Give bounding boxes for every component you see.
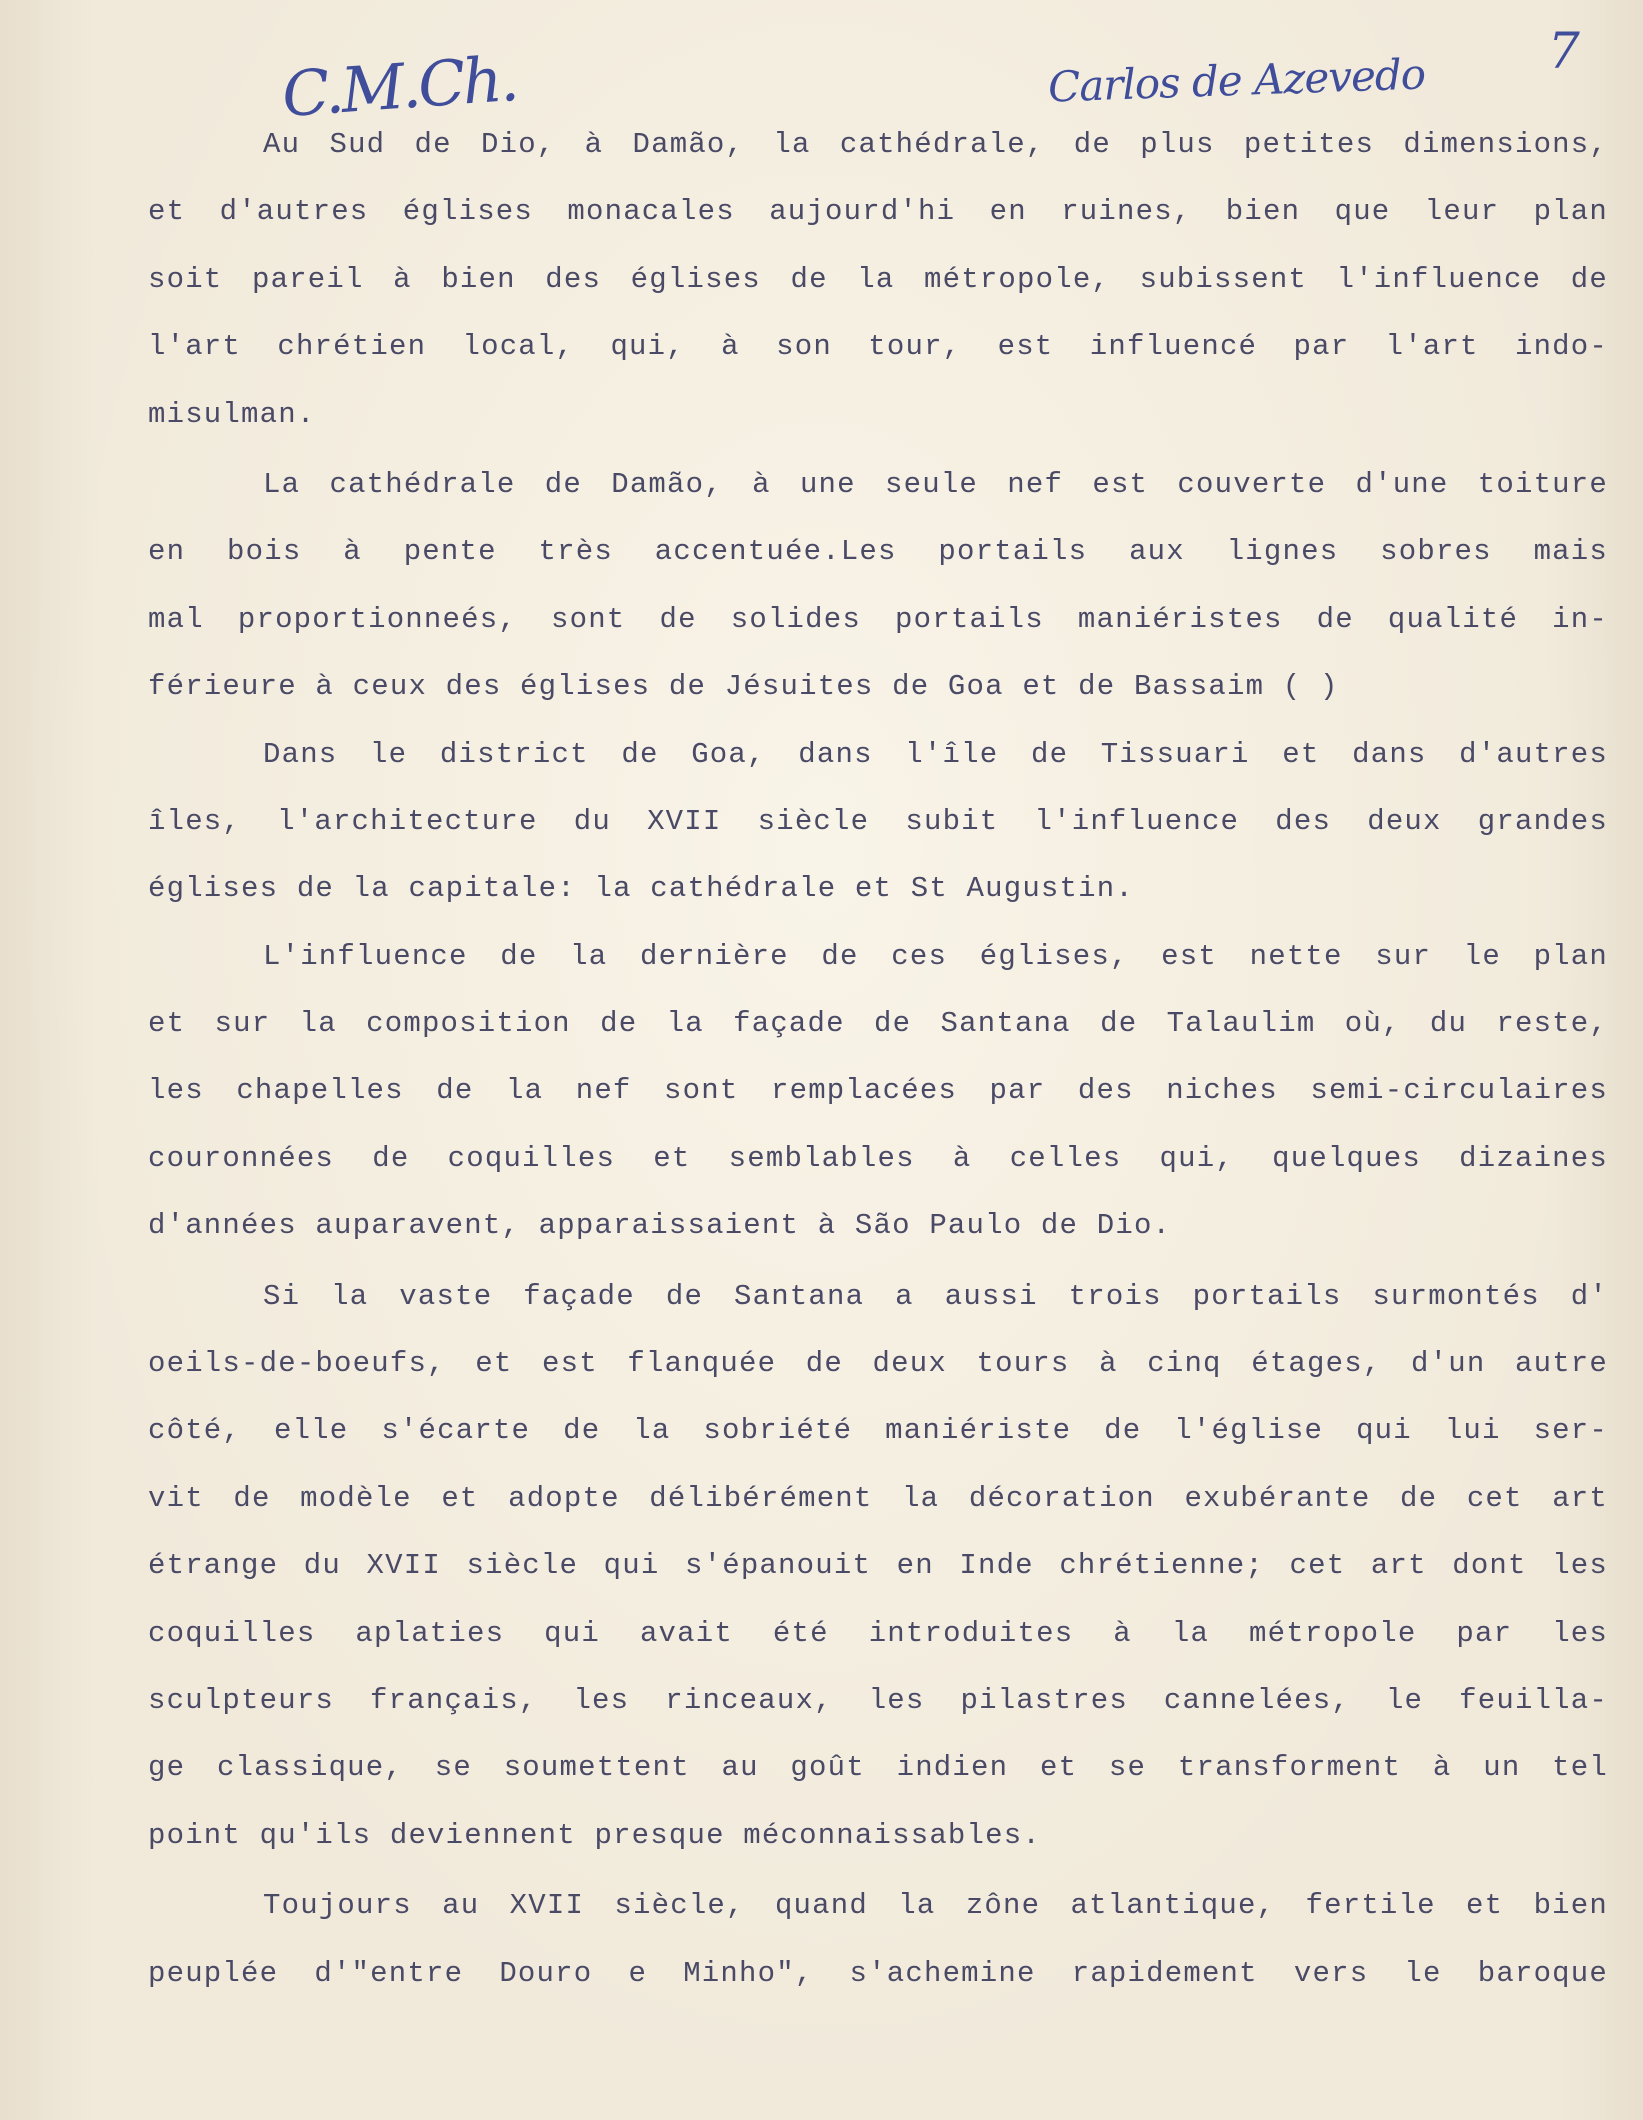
text-line: oeils-de-boeufs, et est flanquée de deux tours à cinq étages, d'un autre [148,1347,1608,1381]
text-line: îles, l'architecture du XVII siècle subit l'influence des deux grandes [148,804,1608,838]
text-line: l'art chrétien local, qui, à son tour, est influencé par l'art indo- [148,330,1608,364]
text-line: misulman. [148,397,316,431]
text-line: coquilles aplaties qui avait été introduites à la métropole par les [148,1616,1608,1650]
text-line: point qu'ils deviennent presque méconnaissables. [148,1818,1041,1852]
handwritten-author-name: Carlos de Azevedo [1047,49,1426,112]
text-line: Toujours au XVII siècle, quand la zône atlantique, fertile et bien [263,1889,1608,1923]
typewritten-body [148,128,1608,2024]
text-line: côté, elle s'écarte de la sobriété maniériste de l'église qui lui ser- [148,1414,1608,1448]
page-number: 7 [1548,22,1580,80]
text-line: et d'autres églises monacales aujourd'hi en ruines, bien que leur plan [148,195,1608,229]
text-line: férieure à ceux des églises de Jésuites de Goa et de Bassaim ( ) [148,670,1339,704]
text-line: vit de modèle et adopte délibérément la décoration exubérante de cet art [148,1481,1608,1515]
text-line: les chapelles de la nef sont remplacées par des niches semi-circulaires [148,1074,1608,1108]
text-line: Si la vaste façade de Santana a aussi trois portails surmontés d' [263,1279,1608,1313]
text-line: et sur la composition de la façade de Santana de Talaulim où, du reste, [148,1007,1608,1041]
text-line: soit pareil à bien des églises de la métropole, subissent l'influence de [148,262,1608,296]
text-line: L'influence de la dernière de ces églises, est nette sur le plan [263,939,1608,973]
text-line: La cathédrale de Damão, à une seule nef est couverte d'une toiture [263,467,1608,501]
text-line: étrange du XVII siècle qui s'épanouit en Inde chrétienne; cet art dont les [148,1549,1608,1583]
text-line: Dans le district de Goa, dans l'île de Tissuari et dans d'autres [263,737,1608,771]
text-line: d'années auparavent, apparaissaient à São Paulo de Dio. [148,1209,1172,1243]
text-line: sculpteurs français, les rinceaux, les pilastres cannelées, le feuilla- [148,1683,1608,1717]
handwritten-initials: C.M.Ch. [279,41,519,132]
text-line: peuplée d'"entre Douro e Minho", s'achemine rapidement vers le baroque [148,1956,1608,1990]
text-line: en bois à pente très accentuée.Les portails aux lignes sobres mais [148,535,1608,569]
text-line: couronnées de coquilles et semblables à celles qui, quelques dizaines [148,1141,1608,1175]
text-line: mal proportionneés, sont de solides portails maniéristes de qualité in- [148,602,1608,636]
text-line: églises de la capitale: la cathédrale et St Augustin. [148,872,1134,906]
text-line: Au Sud de Dio, à Damão, la cathédrale, de plus petites dimensions, [263,128,1608,161]
text-line: ge classique, se soumettent au goût indien et se transforment à un tel [148,1751,1608,1785]
